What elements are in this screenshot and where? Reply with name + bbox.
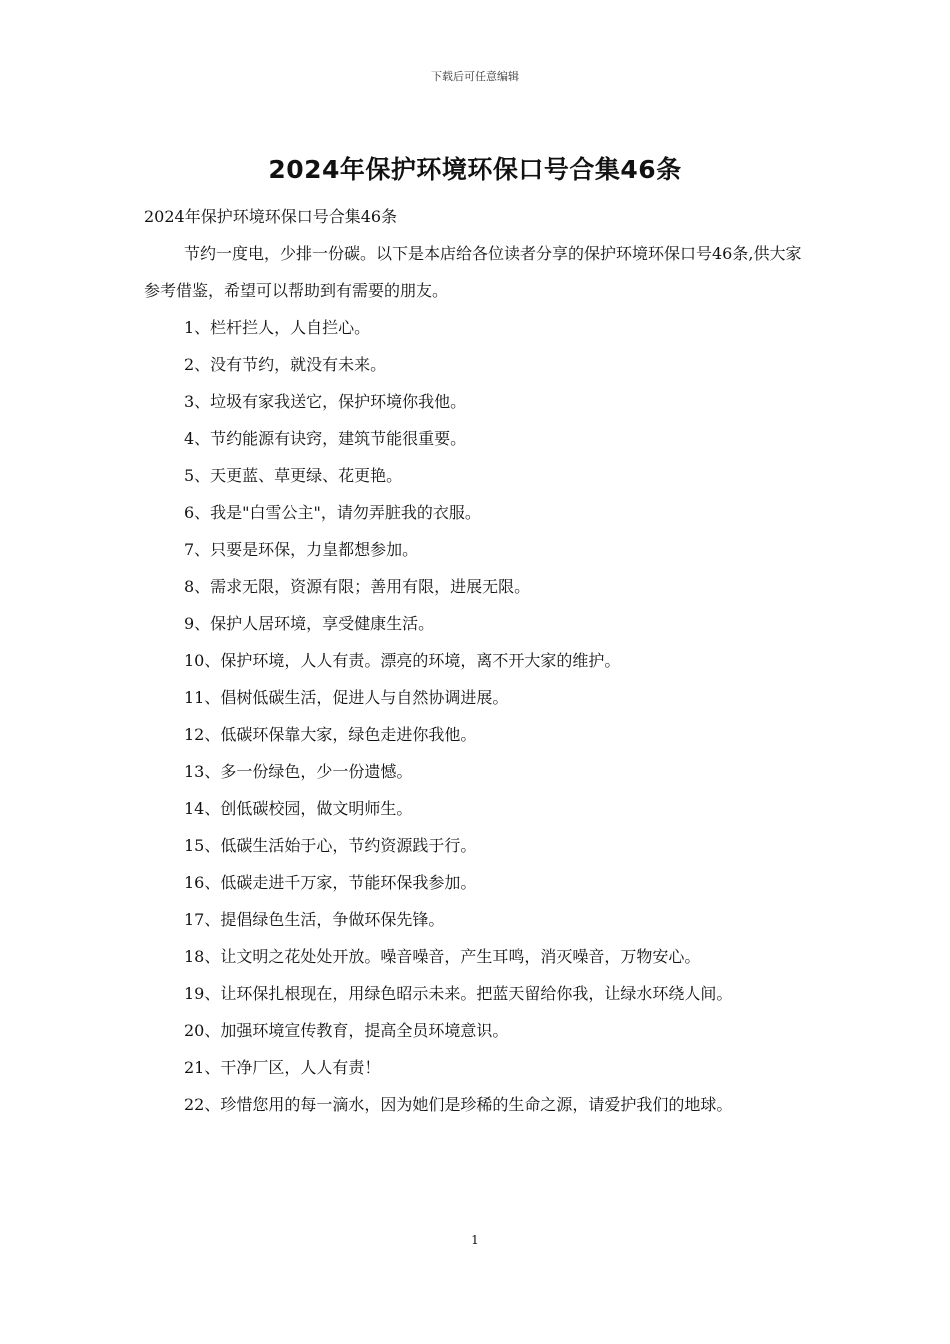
slogan-item: 7、只要是环保，力皇都想参加。 bbox=[184, 540, 419, 559]
slogan-item: 22、珍惜您用的每一滴水，因为她们是珍稀的生命之源，请爱护我们的地球。 bbox=[184, 1095, 733, 1114]
slogan-item: 3、垃圾有家我送它，保护环境你我他。 bbox=[184, 392, 467, 411]
slogan-item: 9、保护人居环境，享受健康生活。 bbox=[184, 614, 435, 633]
document-title: 2024年保护环境环保口号合集46条 bbox=[268, 155, 682, 184]
slogan-item: 2、没有节约，就没有未来。 bbox=[184, 355, 387, 374]
slogan-item: 19、让环保扎根现在，用绿色昭示未来。把蓝天留给你我，让绿水环绕人间。 bbox=[184, 984, 733, 1003]
slogan-item: 8、需求无限，资源有限；善用有限，进展无限。 bbox=[184, 577, 531, 596]
header-note: 下载后可任意编辑 bbox=[431, 70, 519, 83]
slogan-item: 20、加强环境宣传教育，提高全员环境意识。 bbox=[184, 1021, 509, 1040]
slogan-item: 18、让文明之花处处开放。噪音噪音，产生耳鸣，消灭噪音，万物安心。 bbox=[184, 947, 701, 966]
slogan-item: 14、创低碳校园，做文明师生。 bbox=[184, 799, 413, 818]
slogan-item: 13、多一份绿色，少一份遗憾。 bbox=[184, 762, 413, 781]
subtitle-line: 2024年保护环境环保口号合集46条 bbox=[144, 207, 398, 226]
slogan-item: 6、我是"白雪公主"，请勿弄脏我的衣服。 bbox=[184, 503, 481, 522]
slogan-item: 17、提倡绿色生活，争做环保先锋。 bbox=[184, 910, 445, 929]
slogan-item: 10、保护环境，人人有责。漂亮的环境，离不开大家的维护。 bbox=[184, 651, 621, 670]
slogan-item: 21、干净厂区，人人有责！ bbox=[184, 1058, 381, 1077]
page-number: 1 bbox=[471, 1233, 479, 1247]
slogan-item: 12、低碳环保靠大家，绿色走进你我他。 bbox=[184, 725, 477, 744]
slogan-item: 1、栏杆拦人，人自拦心。 bbox=[184, 318, 371, 337]
intro-paragraph: 节约一度电，少排一份碳。以下是本店给各位读者分享的保护环境环保口号46条,供大家参考借鉴，希望可以帮助到有需要的朋友。 bbox=[144, 244, 802, 300]
document-body bbox=[144, 198, 810, 1123]
slogan-item: 4、节约能源有诀窍，建筑节能很重要。 bbox=[184, 429, 467, 448]
slogan-item: 16、低碳走进千万家，节能环保我参加。 bbox=[184, 873, 477, 892]
slogan-item: 5、天更蓝、草更绿、花更艳。 bbox=[184, 466, 403, 485]
slogan-item: 11、倡树低碳生活，促进人与自然协调进展。 bbox=[184, 688, 509, 707]
slogan-item: 15、低碳生活始于心，节约资源践于行。 bbox=[184, 836, 477, 855]
